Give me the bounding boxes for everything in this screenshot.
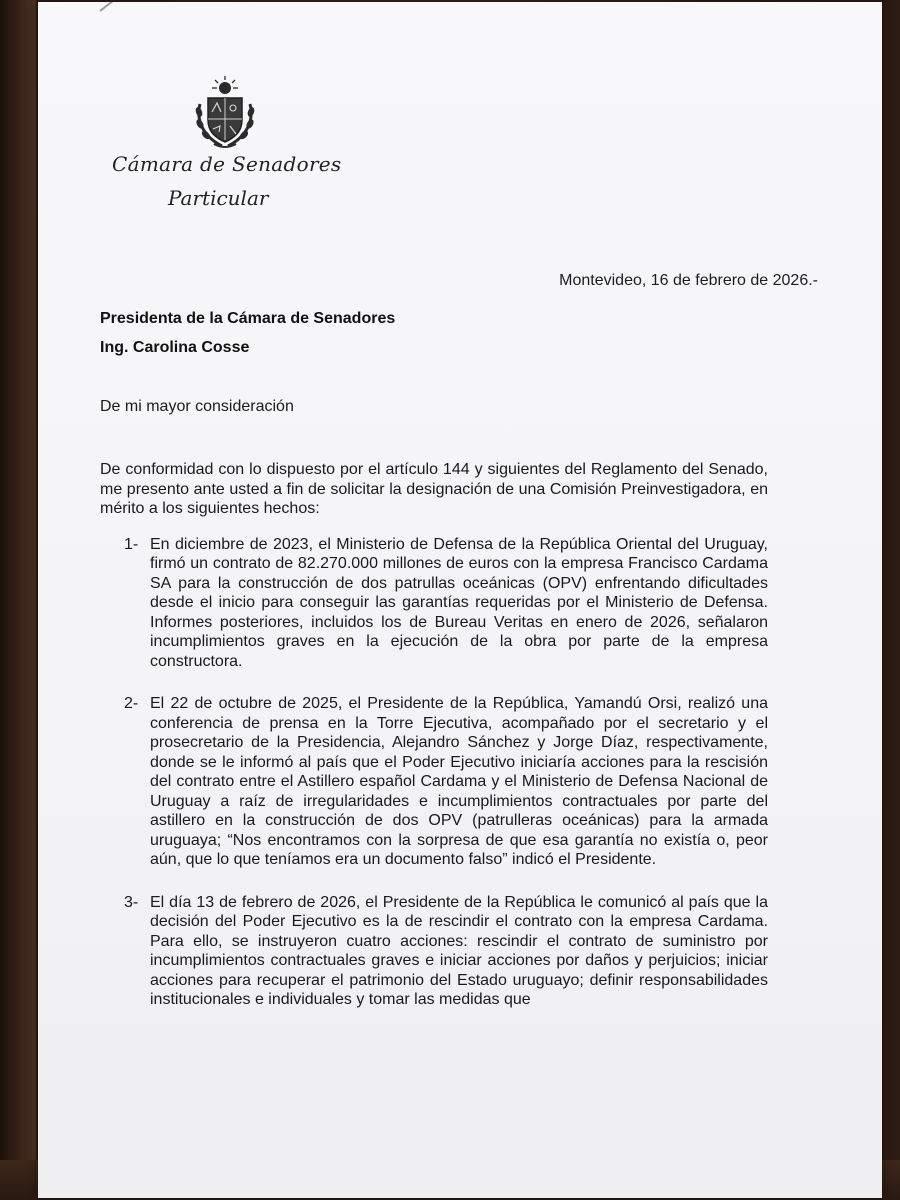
letterhead: [112, 152, 372, 210]
fact-number: 3-: [124, 893, 139, 911]
coat-of-arms-icon: [190, 74, 260, 152]
fact-number: 1-: [124, 535, 139, 553]
fact-text: En diciembre de 2023, el Ministerio de Defensa de la República Oriental del Uruguay, firmó un contrato de 82.270.000 millones de euros con la empresa Francisco Cardama SA para la construcción de dos patrullas oceánicas (OPV) enfrentando dificultades desde el inicio para conseguir las garantías requeridas por el Ministerio de Defensa. Informes posteriores, incluidos los de Bureau Veritas en enero de 2026, señalaron incumplimientos graves en la ejecución de la obra por parte de la empresa constructora.: [150, 535, 768, 670]
fact-item: [100, 893, 768, 1010]
letterhead-institution: Cámara de Senadores: [112, 152, 342, 176]
letterhead-qualifier: Particular: [168, 186, 269, 210]
recipient-block: [100, 304, 395, 362]
staple-mark: [99, 2, 138, 12]
fact-item: [100, 694, 768, 870]
fact-number: 2-: [124, 695, 139, 712]
table-surface-left: [0, 0, 36, 1200]
fact-item: [100, 535, 768, 672]
salutation: De mi mayor consideración: [100, 398, 294, 415]
recipient-title: Presidenta de la Cámara de Senadores: [100, 310, 396, 327]
letter-date: Montevideo, 16 de febrero de 2026.-: [559, 272, 818, 289]
intro-paragraph: De conformidad con lo dispuesto por el artículo 144 y siguientes del Reglamento del Senado, me presento ante usted a fin de solicitar la designación de una Comisión Preinvestigadora, en mérito a los siguientes hechos:: [100, 461, 768, 517]
fact-text: El 22 de octubre de 2025, el Presidente de la República, Yamandú Orsi, realizó una conferencia de prensa en la Torre Ejecutiva, acompañado por el secretario y el prosecretario de la Presidencia, Alejandro Sánchez y Jorge Díaz, respectivamente, donde se le informó al país que el Poder Ejecutivo iniciaría acciones para la rescisión del contrato entre el Astillero español Cardama y el Ministerio de Defensa Nacional de Uruguay a raíz de irregularidades e incumplimientos contractuales por parte del astillero en la construcción de dos OPV (patrulleras oceánicas) para la armada uruguaya; “Nos encontramos con la sorpresa de que esa garantía no existía o, peor aún, que lo que teníamos era un documento falso” indicó el Presidente.: [150, 695, 768, 868]
letter-body: [100, 460, 768, 1033]
fact-text: El día 13 de febrero de 2026, el Presidente de la República le comunicó al país que la decisión del Poder Ejecutivo es la de rescindir el contrato con la empresa Cardama. Para ello, se instruyeron cuatro acciones: rescindir el contrato de suministro por incumplimientos contractuales graves e iniciar acciones por daños y perjuicios; iniciar acciones para recuperar el patrimonio del Estado uruguayo; definir responsabilidades institucionales e individuales y tomar las medidas que: [150, 893, 768, 1008]
recipient-name: Ing. Carolina Cosse: [100, 339, 250, 356]
facts-list: [100, 535, 768, 1010]
